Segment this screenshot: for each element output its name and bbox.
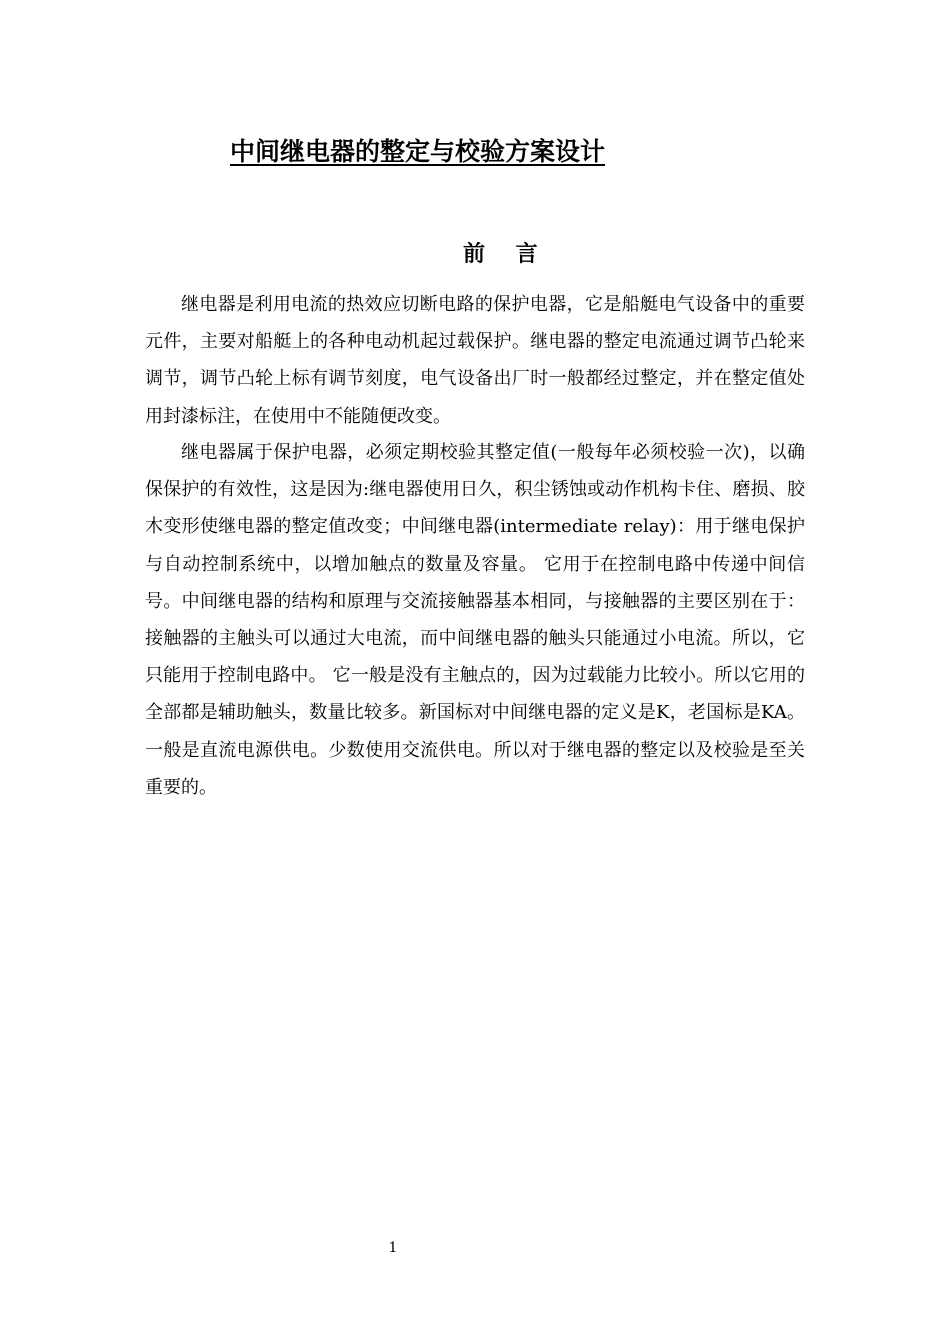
page-number: 1	[388, 1240, 398, 1256]
paragraph-1: 继电器是利用电流的热效应切断电路的保护电器，它是船艇电气设备中的重要元件，主要对船艇上的各种电动机起过载保护。继电器的整定电流通过调节凸轮来调节，调节凸轮上标有调节刻度，电气设备出厂时一般都经过整定，并在整定值处用封漆标注，在使用中不能随便改变。	[145, 294, 805, 427]
paragraph-2: 继电器属于保护电器，必须定期校验其整定值(一般每年必须校验一次)，以确保保护的有效性，这是因为:继电器使用日久，积尘锈蚀或动作机构卡住、磨损、胶木变形使继电器的整定值改变；中间继电器(intermediate relay)：用于继电保护与自动控制系统中，以增加触点的数量及容量。 它用于在控制电路中传递中间信号。中间继电器的结构和原理与交流接触器基本相同，与接触器的主要区别在于：接触器的主触头可以通过大电流，而中间继电器的触头只能通过小电流。所以，它只能用于控制电路中。 它一般是没有主触点的，因为过载能力比较小。所以它用的全部都是辅助触头，数量比较多。新国标对中间继电器的定义是K，老国标是KA。一般是直流电源供电。少数使用交流供电。所以对于继电器的整定以及校验是至关重要的。	[145, 442, 805, 798]
section-heading-preface: 前 言	[463, 241, 538, 267]
document-title: 中间继电器的整定与校验方案设计	[230, 137, 606, 166]
